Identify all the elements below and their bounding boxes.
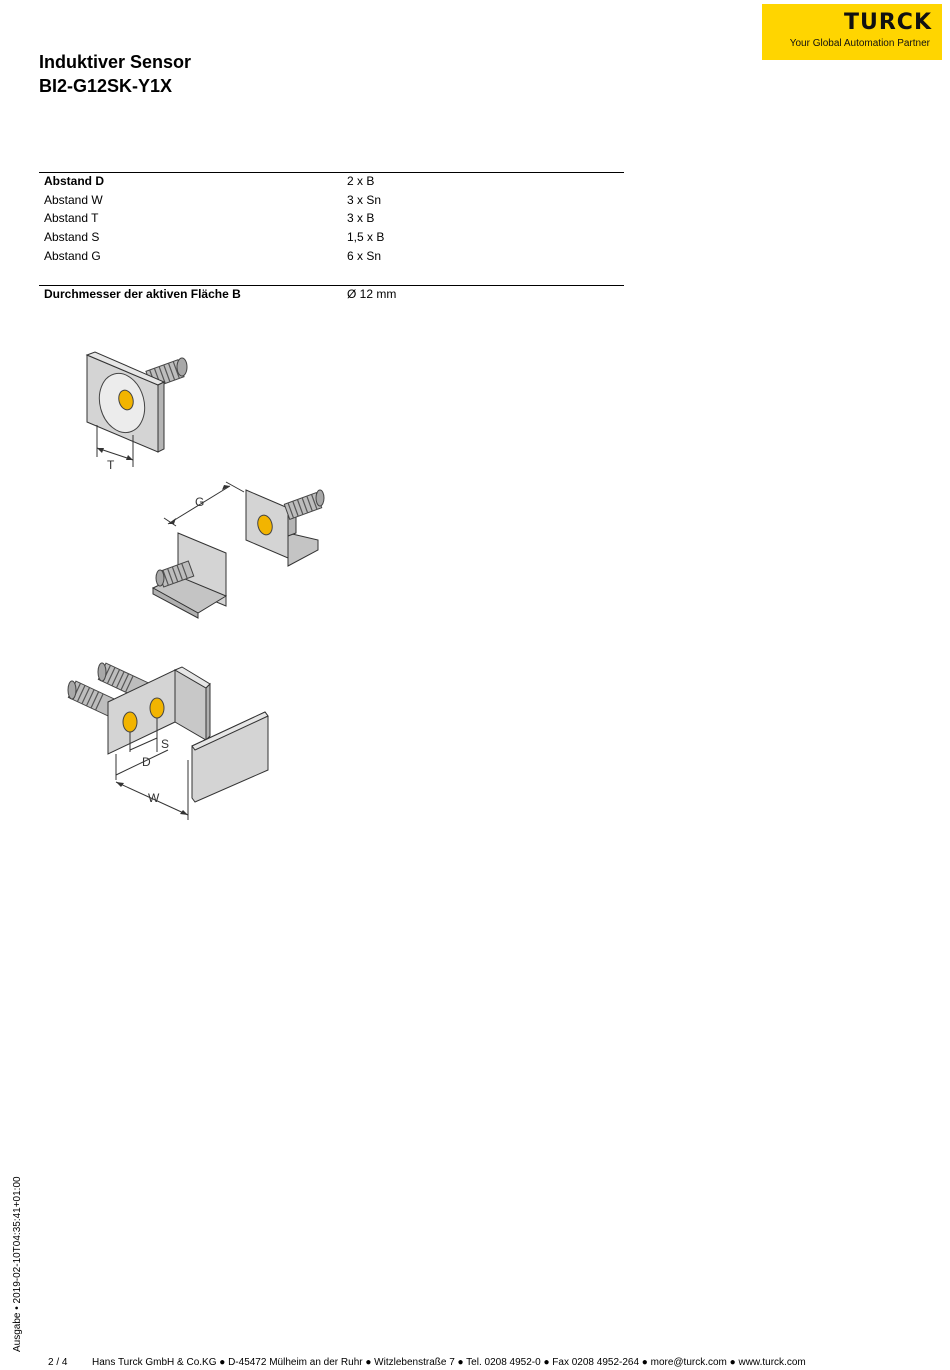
table-row [44, 172, 624, 190]
row-label: Abstand G [44, 249, 101, 263]
table-row [44, 209, 624, 227]
screw-thread-icon [284, 490, 324, 519]
logo-wordmark: TURCK [843, 10, 932, 35]
title-line-1: Induktiver Sensor [39, 52, 192, 72]
label-s: S [161, 737, 170, 751]
table-row [44, 285, 624, 303]
row-label: Abstand D [44, 174, 104, 188]
label-w: W [148, 791, 160, 805]
row-label: Abstand T [44, 211, 99, 225]
table-row [44, 191, 624, 209]
title-line-2: BI2-G12SK-Y1X [39, 76, 173, 96]
diagram-distance-g [148, 478, 328, 623]
diagram-distance-t [60, 345, 210, 480]
page-title [39, 50, 191, 98]
row-value: 2 x B [347, 174, 375, 188]
page-number: 2 / 4 [48, 1357, 68, 1368]
row-value: 6 x Sn [347, 249, 382, 263]
row-label: Durchmesser der aktiven Fläche B [44, 287, 241, 301]
table-row [44, 247, 624, 265]
label-d: D [142, 755, 151, 769]
row-value: 1,5 x B [347, 230, 385, 244]
issue-date-text: Ausgabe • 2019-02-10T04:35:41+01:00 [12, 1176, 23, 1352]
label-t: T [107, 458, 115, 472]
sensor-face [123, 712, 137, 732]
logo-tagline: Your Global Automation Partner [789, 38, 930, 49]
diagram-distance-s-d-w [60, 660, 275, 825]
page-footer [48, 1357, 806, 1368]
label-g: G [195, 495, 205, 509]
sensor-face [150, 698, 164, 718]
row-label: Abstand W [44, 193, 103, 207]
turck-logo [762, 4, 942, 60]
table-row [44, 228, 624, 246]
row-label: Abstand S [44, 230, 100, 244]
company-info: Hans Turck GmbH & Co.KG ● D-45472 Mülheim an der Ruhr ● Witzlebenstraße 7 ● Tel. 0208 4952-0 ● Fax 0208 4952-264 ● more@turck.com ● www.turck.com [92, 1357, 806, 1368]
row-value: 3 x B [347, 211, 375, 225]
row-value: Ø 12 mm [347, 287, 397, 301]
row-value: 3 x Sn [347, 193, 382, 207]
